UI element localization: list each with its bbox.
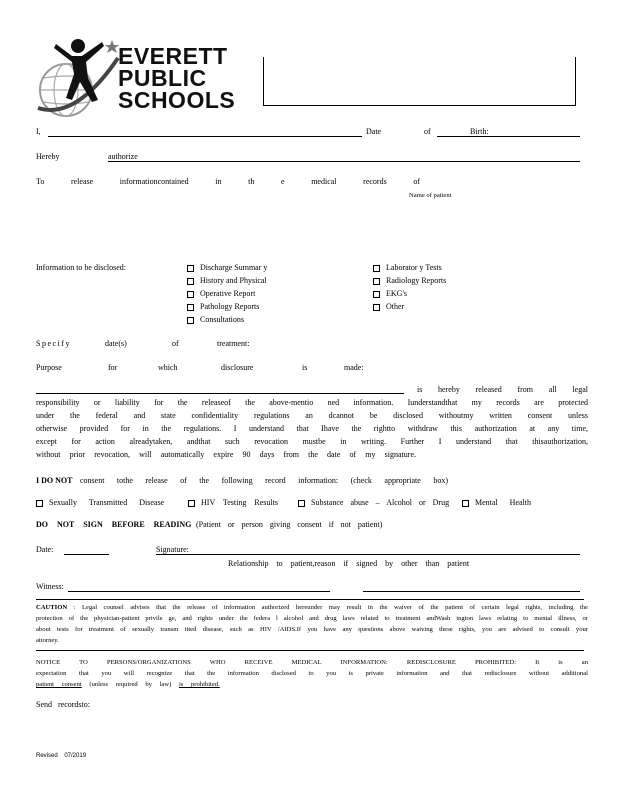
name-of-patient-note: Name of patient bbox=[409, 192, 452, 199]
purpose-made: made: bbox=[344, 363, 364, 372]
donot-heading: I DO NOT bbox=[36, 476, 73, 485]
logo-text-public: PUBLIC bbox=[118, 65, 207, 91]
caution-bottom-rule bbox=[36, 650, 584, 651]
of-label: of bbox=[424, 127, 431, 136]
birth-label: Birth: bbox=[470, 127, 489, 136]
birth-date-field[interactable] bbox=[437, 136, 580, 137]
checkbox-laboratory[interactable]: Laborator y Tests bbox=[373, 263, 446, 276]
checkbox-sexually-transmitted[interactable]: Sexually Transmitted Disease bbox=[36, 498, 164, 508]
patient-name-field[interactable] bbox=[48, 136, 362, 137]
signature-field[interactable] bbox=[156, 554, 580, 555]
treatment-label: treatment: bbox=[217, 339, 250, 348]
checkbox-radiology[interactable]: Radiology Reports bbox=[373, 276, 446, 289]
info-label: Information to be disclosed: bbox=[36, 263, 126, 272]
label-box[interactable] bbox=[263, 57, 576, 106]
notice-paragraph: NOTICE TO PERSONS/ORGANIZATIONS WHO RECEIVE MEDICAL INFORMATION: REDISCLOSURE PROHIBITED: It is an expectation that you will recognize that the information disclosed to you is private information and that redisclosure without additional patient consent (unless required by law) is prohibited. bbox=[36, 659, 588, 688]
released-party-field[interactable] bbox=[36, 393, 404, 394]
legal-paragraph: responsibility or liability for the releaseof the above-mentio ned information. Iunderstandthat my records are protected under the federal and state confidentiality regulations an dcannot be disclosed withoutmy written consent unless otherwise provided for in the regulations. I understand that Ihave the rightto withdraw this authorization at any time, except for action alreadytaken, andthat such revocation mustbe in writing. Further I understand that thisauthorization, bbox=[36, 398, 588, 446]
caution-paragraph: CAUTION : Legal counsel advises that the release of information authorized hereunder may result in the waiver of the patient of certain legal rights, including the protection of the physician-patient privile ge, and rights under the federa l alcohol and drug laws related to treatment andWash ington laws relating to mental illness, or about tests for treatment of sexually transm itted disease, such as HIV /AIDS.If you have any questions above waiving these rights, you are advised to consult your attorney. bbox=[36, 604, 589, 644]
hereby-label: Hereby bbox=[36, 152, 60, 161]
sign-date-label: Date: bbox=[36, 545, 54, 554]
school-logo bbox=[36, 34, 246, 120]
caution-top-rule bbox=[36, 599, 584, 600]
purpose-for: for bbox=[108, 363, 118, 372]
checkbox-pathology[interactable]: Pathology Reports bbox=[187, 302, 267, 315]
logo-text-everett: EVERETT bbox=[118, 43, 228, 69]
checkbox-discharge[interactable]: Discharge Summar y bbox=[187, 263, 267, 276]
checkbox-mental-health[interactable]: Mental Health bbox=[462, 498, 531, 508]
checkbox-other[interactable]: Other bbox=[373, 302, 446, 315]
checkbox-substance-abuse[interactable]: Substance abuse – Alcohol or Drug bbox=[298, 498, 449, 508]
witness-label: Witness: bbox=[36, 582, 64, 591]
of-treatment-label: of bbox=[172, 339, 179, 348]
revised-footer: Revised 07/2019 bbox=[36, 753, 87, 759]
witness-second-field[interactable] bbox=[363, 591, 580, 592]
sign-date-field[interactable] bbox=[64, 554, 109, 555]
logo-emblem-icon bbox=[36, 34, 128, 120]
witness-field[interactable] bbox=[68, 591, 330, 592]
donot-sign-note: (Patient or person giving consent if not patient) bbox=[196, 520, 383, 529]
i-label: I, bbox=[36, 127, 41, 136]
specify-label: Specify bbox=[36, 339, 71, 348]
purpose-disclosure: disclosure bbox=[221, 363, 254, 372]
legal-last-line: without prior revocation, will automatically expire 90 days from the date of my signature. bbox=[36, 450, 416, 459]
authorize-field[interactable] bbox=[108, 161, 580, 162]
purpose-is: is bbox=[302, 363, 308, 372]
authorize-label: authorize bbox=[108, 152, 138, 161]
logo-text-schools: SCHOOLS bbox=[118, 87, 236, 113]
donot-sign-heading: DO NOT SIGN BEFORE READING bbox=[36, 520, 192, 529]
send-records-label: Send recordsto: bbox=[36, 700, 90, 709]
dates-label: date(s) bbox=[105, 339, 127, 348]
purpose-label: Purpose bbox=[36, 363, 62, 372]
checkbox-operative[interactable]: Operative Report bbox=[187, 289, 267, 302]
date-label: Date bbox=[366, 127, 382, 136]
checkbox-history[interactable]: History and Physical bbox=[187, 276, 267, 289]
checkbox-ekg[interactable]: EKG's bbox=[373, 289, 446, 302]
release-text: To release informationcontained in th e medical records of bbox=[36, 177, 420, 186]
donot-text: consent tothe release of the following record information: (check appropriate box) bbox=[80, 476, 448, 485]
legal-first-line: is hereby released from all legal bbox=[417, 385, 588, 394]
checkbox-consultations[interactable]: Consultations bbox=[187, 315, 267, 328]
purpose-which: which bbox=[158, 363, 178, 372]
checkbox-hiv-testing[interactable]: HIV Testing Results bbox=[188, 498, 278, 508]
signature-label: Signature: bbox=[156, 545, 189, 554]
relationship-label: Relationship to patient,reason if signed by other than patient bbox=[228, 559, 470, 568]
